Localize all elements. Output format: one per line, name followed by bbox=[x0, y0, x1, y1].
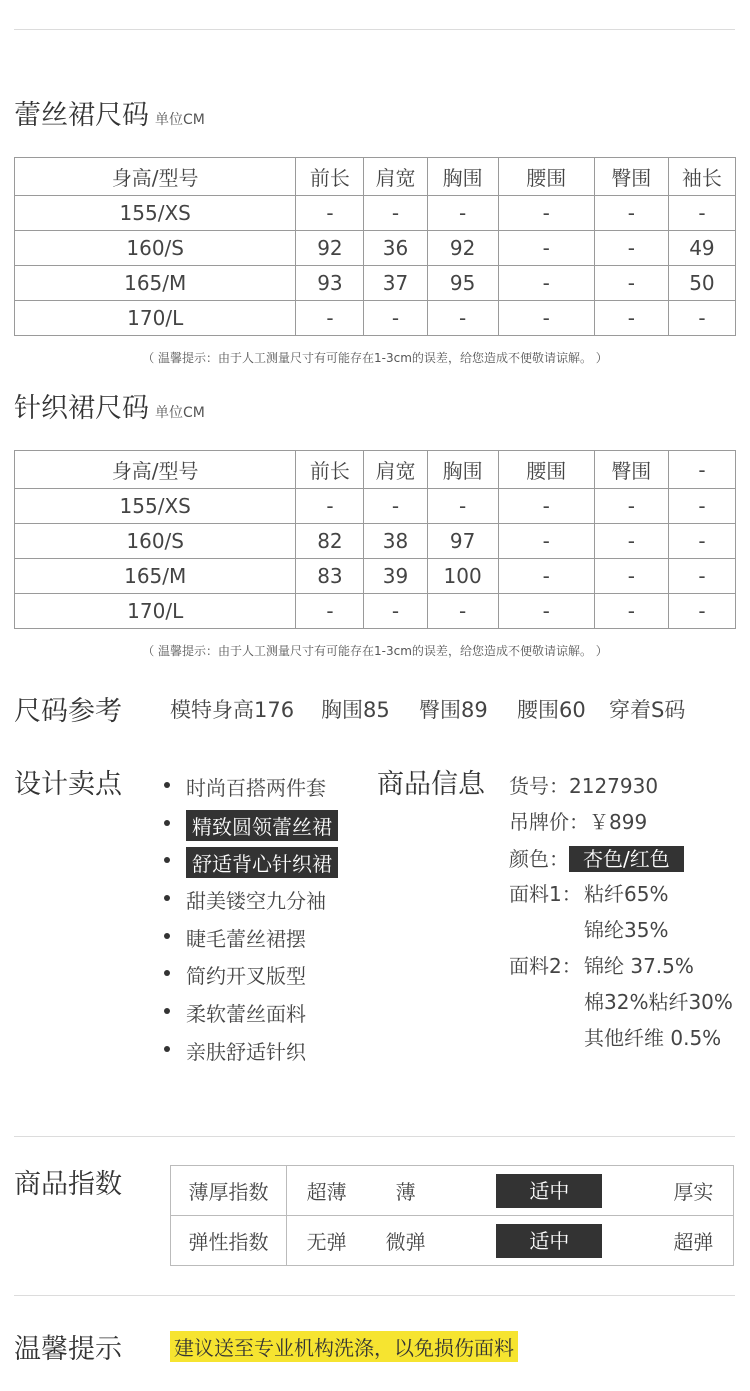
knit-table-cell: 100 bbox=[427, 559, 498, 594]
feature-text: 柔软蕾丝面料 bbox=[186, 1002, 306, 1027]
bullet-icon bbox=[164, 782, 170, 788]
lace-table-cell: - bbox=[668, 196, 735, 231]
index-option-selected: 适中 bbox=[496, 1224, 602, 1258]
lace-table-row bbox=[15, 231, 736, 266]
knit-header-cell: 前长 bbox=[296, 451, 364, 489]
knit-table-row bbox=[15, 559, 736, 594]
divider-tip bbox=[14, 1295, 735, 1296]
knit-table-cell: - bbox=[498, 559, 594, 594]
product-info-title: 商品信息 bbox=[377, 769, 485, 800]
lace-table-row bbox=[15, 301, 736, 336]
feature-text: 睫毛蕾丝裙摆 bbox=[186, 926, 306, 951]
knit-table-row bbox=[15, 524, 736, 559]
lace-table-cell: - bbox=[498, 231, 594, 266]
bullet-icon bbox=[164, 933, 170, 939]
index-label: 弹性指数 bbox=[171, 1216, 287, 1266]
feature-text: 舒适背心针织裙 bbox=[186, 847, 338, 878]
knit-table-cell: - bbox=[364, 594, 427, 629]
lace-table-cell: 37 bbox=[364, 266, 427, 301]
knit-table-row bbox=[15, 594, 736, 629]
warm-tip-text: 建议送至专业机构洗涤，以免损伤面料 bbox=[170, 1331, 518, 1362]
knit-header-cell: - bbox=[668, 451, 735, 489]
lace-header-cell: 身高/型号 bbox=[15, 158, 296, 196]
feature-item bbox=[160, 810, 338, 848]
index-option-cell bbox=[654, 1216, 734, 1266]
divider-index bbox=[14, 1136, 735, 1137]
index-option: 薄 bbox=[395, 1180, 416, 1204]
knit-table-cell: 83 bbox=[296, 559, 364, 594]
knit-size-table bbox=[14, 450, 736, 629]
fabric2-line3: 其他纤维 0.5% bbox=[584, 1026, 722, 1050]
lace-header-cell: 腰围 bbox=[498, 158, 594, 196]
lace-table-cell: 92 bbox=[427, 231, 498, 266]
index-option-cell bbox=[445, 1216, 654, 1266]
feature-item bbox=[160, 923, 338, 961]
bullet-icon bbox=[164, 895, 170, 901]
knit-table-cell: - bbox=[668, 489, 735, 524]
lace-table-cell: - bbox=[668, 301, 735, 336]
knit-table-cell: - bbox=[594, 489, 668, 524]
lace-size-title-text: 蕾丝裙尺码 bbox=[14, 100, 149, 131]
lace-table-cell: - bbox=[498, 196, 594, 231]
ref-wearing-size: 穿着S码 bbox=[609, 698, 686, 722]
lace-size-table bbox=[14, 157, 736, 336]
knit-table-cell: - bbox=[427, 594, 498, 629]
features-title: 设计卖点 bbox=[14, 769, 122, 800]
lace-size-unit: 单位CM bbox=[155, 112, 205, 128]
knit-size-title bbox=[14, 386, 205, 425]
knit-size-unit: 单位CM bbox=[155, 405, 205, 421]
features-list bbox=[160, 772, 338, 1074]
lace-table-cell: 170/L bbox=[15, 301, 296, 336]
lace-table-cell: - bbox=[296, 196, 364, 231]
feature-text: 简约开叉版型 bbox=[186, 964, 306, 989]
lace-table-cell: 160/S bbox=[15, 231, 296, 266]
knit-table-row bbox=[15, 489, 736, 524]
lace-table-cell: - bbox=[364, 196, 427, 231]
index-row bbox=[171, 1166, 734, 1216]
knit-header-row bbox=[15, 451, 736, 489]
feature-item bbox=[160, 998, 338, 1036]
bullet-icon bbox=[164, 1008, 170, 1014]
knit-table-cell: 160/S bbox=[15, 524, 296, 559]
knit-table-cell: - bbox=[668, 559, 735, 594]
warm-tip-title: 温馨提示 bbox=[14, 1334, 122, 1365]
bullet-icon bbox=[164, 857, 170, 863]
feature-item bbox=[160, 772, 338, 810]
lace-header-cell: 胸围 bbox=[427, 158, 498, 196]
bullet-icon bbox=[164, 820, 170, 826]
color-label: 颜色： bbox=[509, 847, 569, 871]
lace-table-cell: 50 bbox=[668, 266, 735, 301]
knit-table-cell: - bbox=[498, 594, 594, 629]
lace-header-row bbox=[15, 158, 736, 196]
knit-table-cell: - bbox=[594, 524, 668, 559]
index-option-cell bbox=[366, 1216, 445, 1266]
knit-table-cell: - bbox=[668, 594, 735, 629]
knit-header-cell: 臀围 bbox=[594, 451, 668, 489]
knit-table-cell: - bbox=[296, 594, 364, 629]
fabric1-label: 面料1： bbox=[509, 882, 582, 906]
bullet-icon bbox=[164, 970, 170, 976]
lace-table-row bbox=[15, 196, 736, 231]
lace-header-cell: 袖长 bbox=[668, 158, 735, 196]
lace-table-cell: - bbox=[427, 301, 498, 336]
fabric2-label: 面料2： bbox=[509, 954, 582, 978]
knit-table-cell: - bbox=[498, 489, 594, 524]
index-option-selected: 适中 bbox=[496, 1174, 602, 1208]
product-index-table bbox=[170, 1165, 734, 1266]
knit-table-cell: - bbox=[668, 524, 735, 559]
lace-table-cell: - bbox=[594, 266, 668, 301]
lace-table-cell: 93 bbox=[296, 266, 364, 301]
index-row bbox=[171, 1216, 734, 1266]
feature-text: 时尚百搭两件套 bbox=[186, 776, 326, 800]
lace-table-cell: 155/XS bbox=[15, 196, 296, 231]
lace-table-cell: - bbox=[594, 301, 668, 336]
lace-table-cell: - bbox=[364, 301, 427, 336]
knit-header-cell: 胸围 bbox=[427, 451, 498, 489]
lace-table-cell: 92 bbox=[296, 231, 364, 266]
lace-table-row bbox=[15, 266, 736, 301]
index-option-cell bbox=[287, 1216, 367, 1266]
index-option: 无弹 bbox=[306, 1230, 347, 1254]
lace-table-cell: - bbox=[594, 196, 668, 231]
feature-text: 甜美镂空九分袖 bbox=[186, 889, 326, 914]
knit-header-cell: 腰围 bbox=[498, 451, 594, 489]
lace-size-note: （ 温馨提示：由于人工测量尺寸有可能存在1-3cm的误差，给您造成不便敬请谅解。 ） bbox=[142, 351, 608, 365]
knit-table-cell: - bbox=[498, 524, 594, 559]
lace-size-title bbox=[14, 93, 205, 132]
index-label: 薄厚指数 bbox=[171, 1166, 287, 1216]
product-index-title: 商品指数 bbox=[14, 1169, 122, 1200]
index-option: 微弹 bbox=[385, 1230, 426, 1254]
lace-table-cell: - bbox=[594, 231, 668, 266]
knit-table-cell: 82 bbox=[296, 524, 364, 559]
index-option-cell bbox=[366, 1166, 445, 1216]
lace-table-cell: - bbox=[498, 266, 594, 301]
fabric2-line1: 锦纶 37.5% bbox=[584, 954, 694, 978]
lace-header-cell: 肩宽 bbox=[364, 158, 427, 196]
ref-bust: 胸围85 bbox=[321, 698, 390, 722]
lace-table-cell: - bbox=[427, 196, 498, 231]
index-option: 厚实 bbox=[673, 1180, 714, 1204]
lace-table-cell: 165/M bbox=[15, 266, 296, 301]
tag-price: 吊牌价：￥899 bbox=[509, 810, 648, 834]
ref-model-height: 模特身高176 bbox=[170, 698, 295, 722]
index-option: 超弹 bbox=[673, 1230, 714, 1254]
color-value-badge: 杏色/红色 bbox=[569, 846, 684, 872]
knit-table-cell: 165/M bbox=[15, 559, 296, 594]
index-option-cell bbox=[445, 1166, 654, 1216]
lace-table-cell: - bbox=[498, 301, 594, 336]
fabric1-line1: 粘纤65% bbox=[584, 882, 669, 906]
knit-table-cell: - bbox=[594, 594, 668, 629]
lace-table-cell: 36 bbox=[364, 231, 427, 266]
feature-text: 精致圆领蕾丝裙 bbox=[186, 810, 338, 841]
item-number: 货号：2127930 bbox=[509, 774, 659, 798]
fabric1-line2: 锦纶35% bbox=[584, 918, 669, 942]
lace-header-cell: 臀围 bbox=[594, 158, 668, 196]
color-row bbox=[509, 843, 684, 872]
knit-header-cell: 身高/型号 bbox=[15, 451, 296, 489]
knit-size-note: （ 温馨提示：由于人工测量尺寸有可能存在1-3cm的误差，给您造成不便敬请谅解。 ） bbox=[142, 644, 608, 658]
bullet-icon bbox=[164, 1046, 170, 1052]
feature-item bbox=[160, 885, 338, 923]
knit-size-title-text: 针织裙尺码 bbox=[14, 393, 149, 424]
top-divider bbox=[14, 29, 735, 30]
feature-item bbox=[160, 960, 338, 998]
index-option-cell bbox=[287, 1166, 367, 1216]
feature-item bbox=[160, 1036, 338, 1074]
knit-table-cell: - bbox=[296, 489, 364, 524]
lace-header-cell: 前长 bbox=[296, 158, 364, 196]
lace-table-cell: - bbox=[296, 301, 364, 336]
index-option-cell bbox=[654, 1166, 734, 1216]
feature-text: 亲肤舒适针织 bbox=[186, 1039, 306, 1064]
lace-table-cell: 95 bbox=[427, 266, 498, 301]
ref-waist: 腰围60 bbox=[517, 698, 586, 722]
knit-table-cell: 155/XS bbox=[15, 489, 296, 524]
knit-table-cell: 39 bbox=[364, 559, 427, 594]
feature-item bbox=[160, 847, 338, 885]
size-reference-title: 尺码参考 bbox=[14, 696, 122, 727]
knit-table-cell: 97 bbox=[427, 524, 498, 559]
knit-table-cell: - bbox=[427, 489, 498, 524]
knit-table-cell: - bbox=[594, 559, 668, 594]
knit-table-cell: 38 bbox=[364, 524, 427, 559]
index-option: 超薄 bbox=[306, 1180, 347, 1204]
knit-header-cell: 肩宽 bbox=[364, 451, 427, 489]
knit-table-cell: 170/L bbox=[15, 594, 296, 629]
knit-table-cell: - bbox=[364, 489, 427, 524]
lace-table-cell: 49 bbox=[668, 231, 735, 266]
ref-hip: 臀围89 bbox=[419, 698, 488, 722]
fabric2-line2: 棉32%粘纤30% bbox=[584, 990, 733, 1014]
